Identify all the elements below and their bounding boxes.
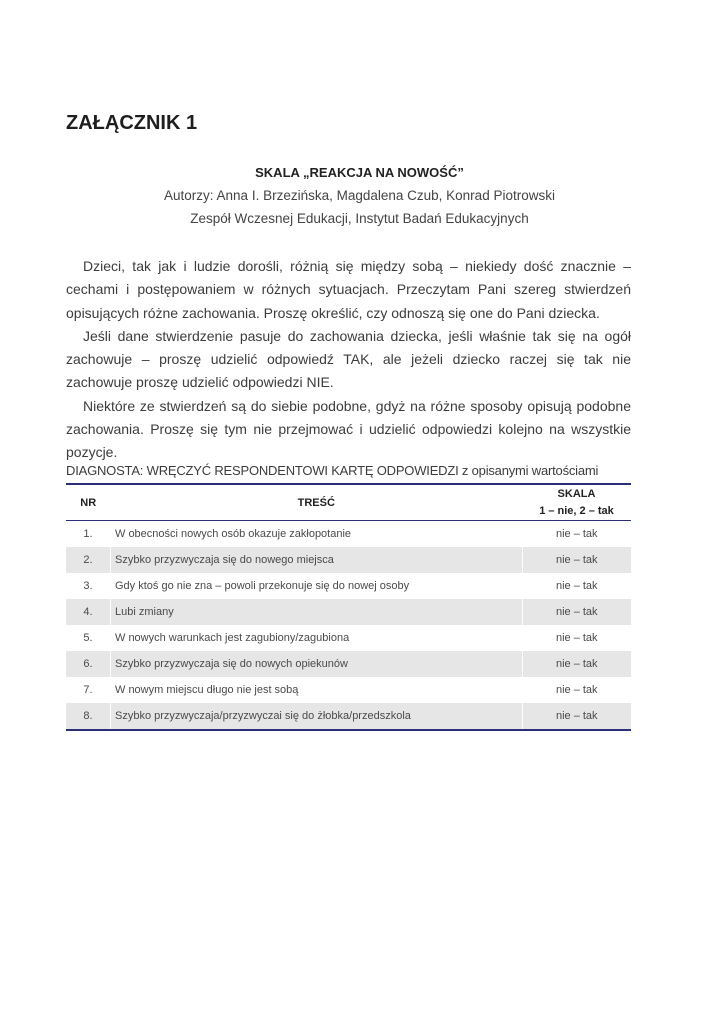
table-row	[66, 703, 631, 729]
team-line: Zespół Wczesnej Edukacji, Instytut Badań Edukacyjnych	[190, 211, 529, 226]
header-content: TREŚĆ	[111, 485, 523, 521]
paragraph: Jeśli dane stwierdzenie pasuje do zachowania dziecka, jeśli właśnie tak się na ogół zachowuje – proszę udzielić odpowiedź TAK, ale jeżeli dziecko raczej się tak nie zachowuje proszę udzielić odpowiedzi NIE.	[66, 327, 631, 391]
row-scale: nie – tak	[522, 651, 631, 677]
table-row	[66, 651, 631, 677]
row-scale: nie – tak	[522, 521, 631, 548]
row-number: 8.	[66, 703, 111, 729]
table-row	[66, 521, 631, 548]
row-scale: nie – tak	[522, 703, 631, 729]
table-row	[66, 677, 631, 703]
row-number: 2.	[66, 547, 111, 573]
page-heading: ZAŁĄCZNIK 1	[66, 112, 198, 134]
instructions-text	[66, 255, 631, 465]
row-statement: W nowym miejscu długo nie jest sobą	[111, 677, 523, 703]
table-caption-instruction: DIAGNOSTA: WRĘCZYĆ RESPONDENTOWI KARTĘ ODPOWIEDZI	[66, 463, 459, 478]
row-number: 6.	[66, 651, 111, 677]
table-caption-suffix: z opisanymi wartościami	[458, 463, 599, 478]
table-header-row	[66, 485, 631, 521]
row-statement: Lubi zmiany	[111, 599, 523, 625]
row-scale: nie – tak	[522, 573, 631, 599]
row-statement: Szybko przyzwyczaja/przyzwyczai się do żłobka/przedszkola	[111, 703, 523, 729]
table-row	[66, 599, 631, 625]
header-scale-title: SKALA	[557, 487, 596, 500]
header-scale	[522, 485, 631, 521]
scale-table-frame	[66, 483, 631, 731]
row-statement: Szybko przyzwyczaja się do nowych opiekunów	[111, 651, 523, 677]
row-statement: Gdy ktoś go nie zna – powoli przekonuje się do nowej osoby	[111, 573, 523, 599]
paragraph: Dzieci, tak jak i ludzie dorośli, różnią się między sobą – niekiedy dość znacznie – cechami i postępowaniem w różnych sytuacjach. Przeczytam Pani szereg stwierdzeń opisujących różne zachowania. Proszę określić, czy odnoszą się one do Pani dziecka.	[66, 258, 631, 321]
row-scale: nie – tak	[522, 547, 631, 573]
table-row	[66, 625, 631, 651]
authors-line: Autorzy: Anna I. Brzezińska, Magdalena Czub, Konrad Piotrowski	[164, 188, 555, 203]
row-scale: nie – tak	[522, 625, 631, 651]
row-statement: Szybko przyzwyczaja się do nowego miejsca	[111, 547, 523, 573]
row-number: 5.	[83, 632, 93, 644]
row-statement: W obecności nowych osób okazuje zakłopotanie	[111, 521, 523, 548]
header-scale-legend: 1 – nie, 2 – tak	[539, 504, 614, 517]
row-number: 3.	[83, 580, 93, 592]
table-row	[66, 573, 631, 599]
row-scale: nie – tak	[522, 599, 631, 625]
scale-title: SKALA „REAKCJA NA NOWOŚĆ”	[255, 165, 464, 180]
row-number: 7.	[83, 684, 93, 696]
paragraph: Niektóre ze stwierdzeń są do siebie podobne, gdyż na różne sposoby opisują podobne zachowania. Proszę się tym nie przejmować i udzielić odpowiedzi kolejno na wszystkie pozycje.	[66, 397, 631, 461]
row-number: 4.	[66, 599, 111, 625]
table-caption	[66, 463, 598, 478]
row-statement: W nowych warunkach jest zagubiony/zagubiona	[111, 625, 523, 651]
header-nr: NR	[66, 485, 111, 521]
row-number: 1.	[83, 528, 93, 540]
row-scale: nie – tak	[522, 677, 631, 703]
table-row	[66, 547, 631, 573]
scale-table	[66, 485, 631, 729]
